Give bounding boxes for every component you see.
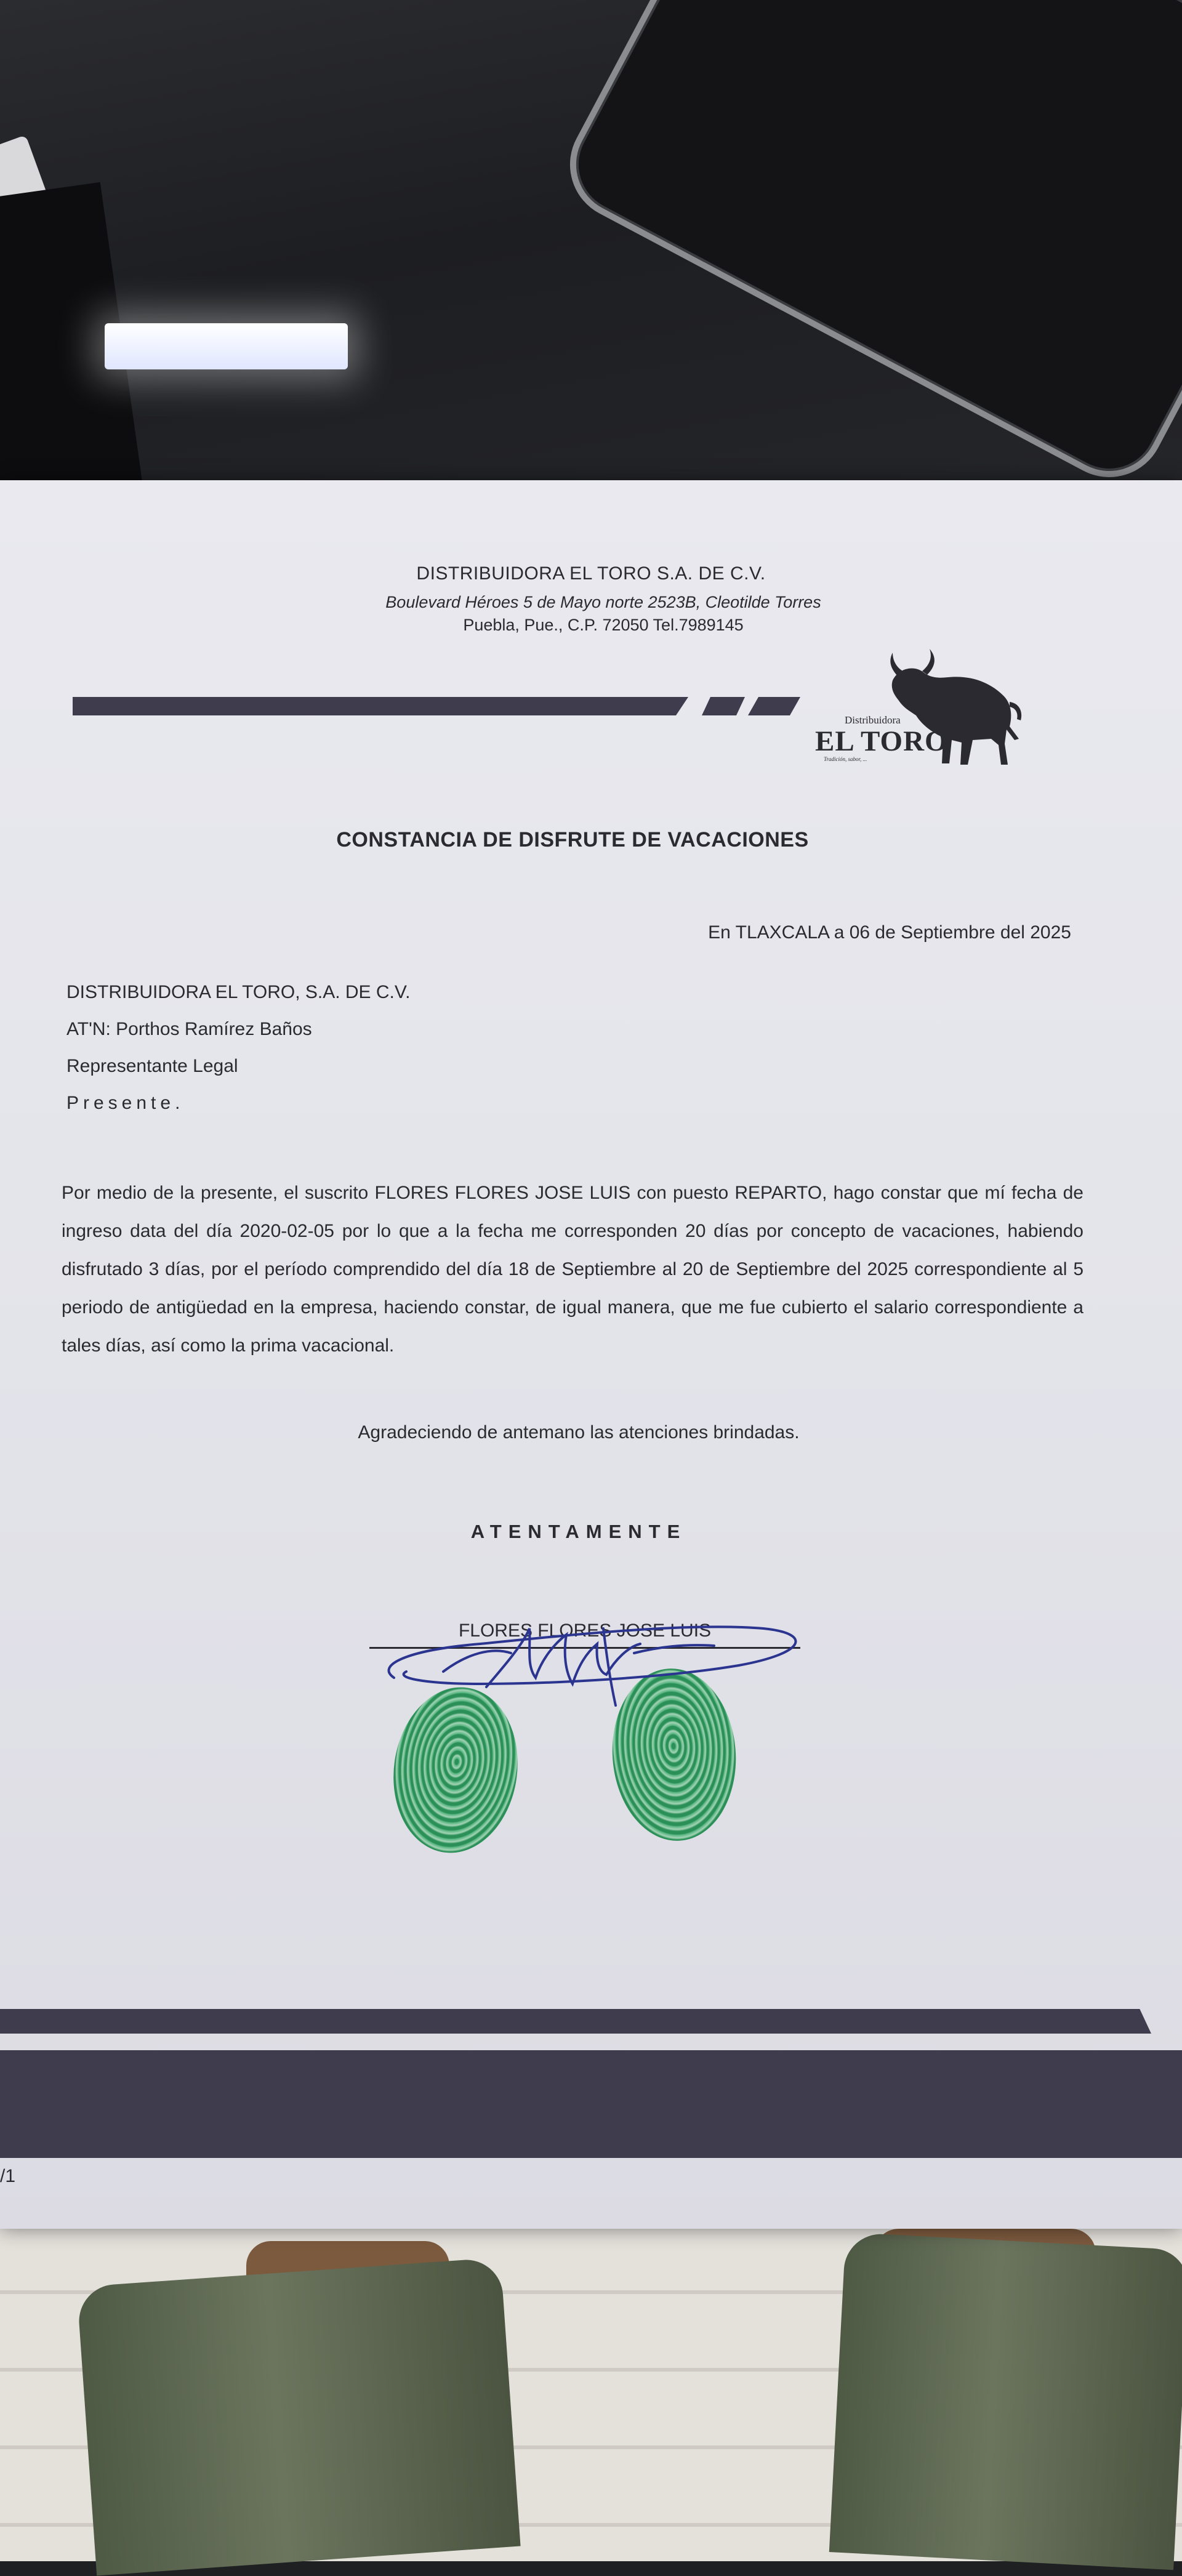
footer-band xyxy=(0,2050,1182,2158)
addressee-role: Representante Legal xyxy=(66,1056,238,1076)
led-light xyxy=(105,323,348,369)
header-rule-segment xyxy=(702,697,745,715)
footer-rule xyxy=(0,2009,1151,2034)
company-name: DISTRIBUIDORA EL TORO S.A. DE C.V. xyxy=(416,563,766,584)
signer-name: FLORES FLORES JOSE LUIS xyxy=(458,1620,712,1641)
company-city-phone: Puebla, Pue., C.P. 72050 Tel.7989145 xyxy=(463,616,744,634)
company-logo xyxy=(806,634,1040,782)
addressee-attention: AT'N: Porthos Ramírez Baños xyxy=(66,1019,312,1039)
company-address: Boulevard Héroes 5 de Mayo norte 2523B, Cleotilde Torres xyxy=(385,593,821,611)
date-line: En TLAXCALA a 06 de Septiembre del 2025 xyxy=(708,922,1071,943)
thanks-line: Agradeciendo de antemano las atenciones brindadas. xyxy=(358,1422,800,1443)
logo-small-text: Distribuidora xyxy=(845,714,901,726)
logo-slogan: Tradición, sabor, ... xyxy=(824,756,867,762)
header-rule-segment xyxy=(748,697,800,715)
addressee-presente: Presente. xyxy=(66,1093,185,1113)
closing-atentamente: ATENTAMENTE xyxy=(470,1521,687,1542)
body-paragraph: Por medio de la presente, el suscrito FLORES FLORES JOSE LUIS con puesto REPARTO, hago constar que mí fecha de ingreso data del día 2020-02-05 por lo que a la fecha me corresponden 20 días por concepto de vacaciones, habiendo disfrutado 3 días, por el período comprendido del día 18 de Septiembre al 20 de Septiembre del 2025 correspondiente al 5 periodo de antigüedad en la empresa, haciendo constar, de igual manera, que me fue cubierto el salario correspondiente a tales días, así como la prima vacacional. xyxy=(62,1183,1084,1356)
right-leg xyxy=(829,2232,1182,2570)
addressee-company: DISTRIBUIDORA EL TORO, S.A. DE C.V. xyxy=(66,982,411,1002)
document-title: CONSTANCIA DE DISFRUTE DE VACACIONES xyxy=(336,828,809,851)
header-rule xyxy=(73,697,688,715)
handwritten-signature xyxy=(369,1585,825,1721)
page-number: /1 xyxy=(0,2166,16,2186)
document-page xyxy=(0,480,1182,2229)
left-leg xyxy=(76,2258,520,2576)
logo-wordmark: EL TORO xyxy=(815,725,948,757)
